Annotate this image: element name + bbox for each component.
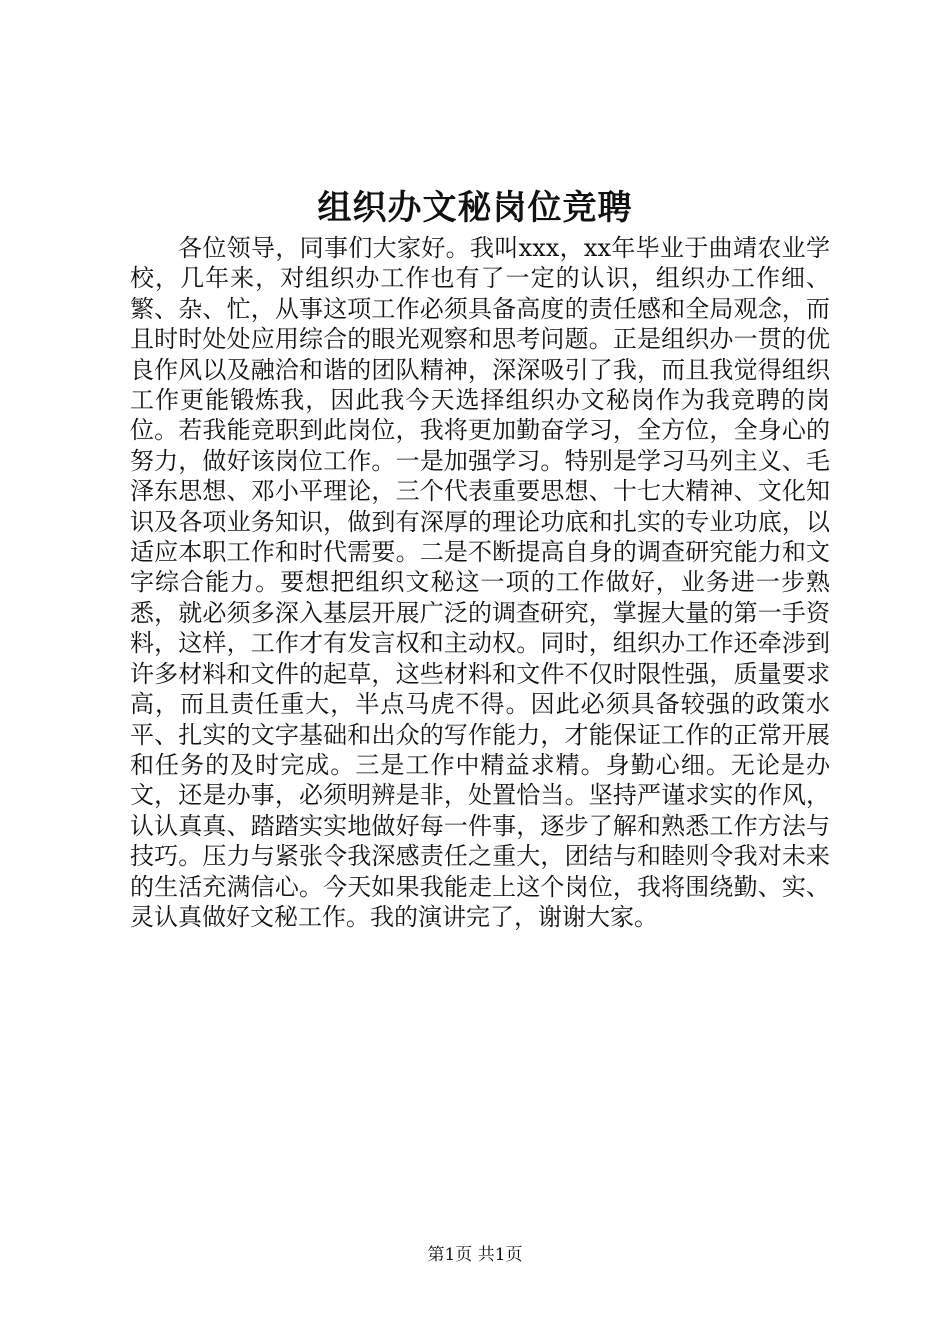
document-body: 各位领导，同事们大家好。我叫xxx，xx年毕业于曲靖农业学校，几年来，对组织办工作也有了一定的认识，组织办工作细、繁、杂、忙，从事这项工作必须具备高度的责任感和全局观念，而且时时处处应用综合的眼光观察和思考问题。正是组织办一贯的优良作风以及融洽和谐的团队精神，深深吸引了我，而且我觉得组织工作更能锻炼我，因此我今天选择组织办文秘岗作为我竞聘的岗位。若我能竞职到此岗位，我将更加勤奋学习，全方位，全身心的努力，做好该岗位工作。一是加强学习。特别是学习马列主义、毛泽东思想、邓小平理论，三个代表重要思想、十七大精神、文化知识及各项业务知识，做到有深厚的理论功底和扎实的专业功底，以适应本职工作和时代需要。二是不断提高自身的调查研究能力和文字综合能力。要想把组织文秘这一项的工作做好，业务进一步熟悉，就必须多深入基层开展广泛的调查研究，掌握大量的第一手资料，这样，工作才有发言权和主动权。同时，组织办工作还牵涉到许多材料和文件的起草，这些材料和文件不仅时限性强，质量要求高，而且责任重大，半点马虎不得。因此必须具备较强的政策水平、扎实的文字基础和出众的写作能力，才能保证工作的正常开展和任务的及时完成。三是工作中精益求精。身勤心细。无论是办文，还是办事，必须明辨是非，处置恰当。坚持严谨求实的作风，认认真真、踏踏实实地做好每一件事，逐步了解和熟悉工作方法与技巧。压力与紧张令我深感责任之重大，团结与和睦则令我对未来的生活充满信心。今天如果我能走上这个岗位，我将围绕勤、实、灵认真做好文秘工作。我的演讲完了，谢谢大家。 [130,234,830,931]
document-title: 组织办文秘岗位竞聘 [317,188,633,228]
page-number-footer: 第1页 共1页 [427,1245,523,1265]
